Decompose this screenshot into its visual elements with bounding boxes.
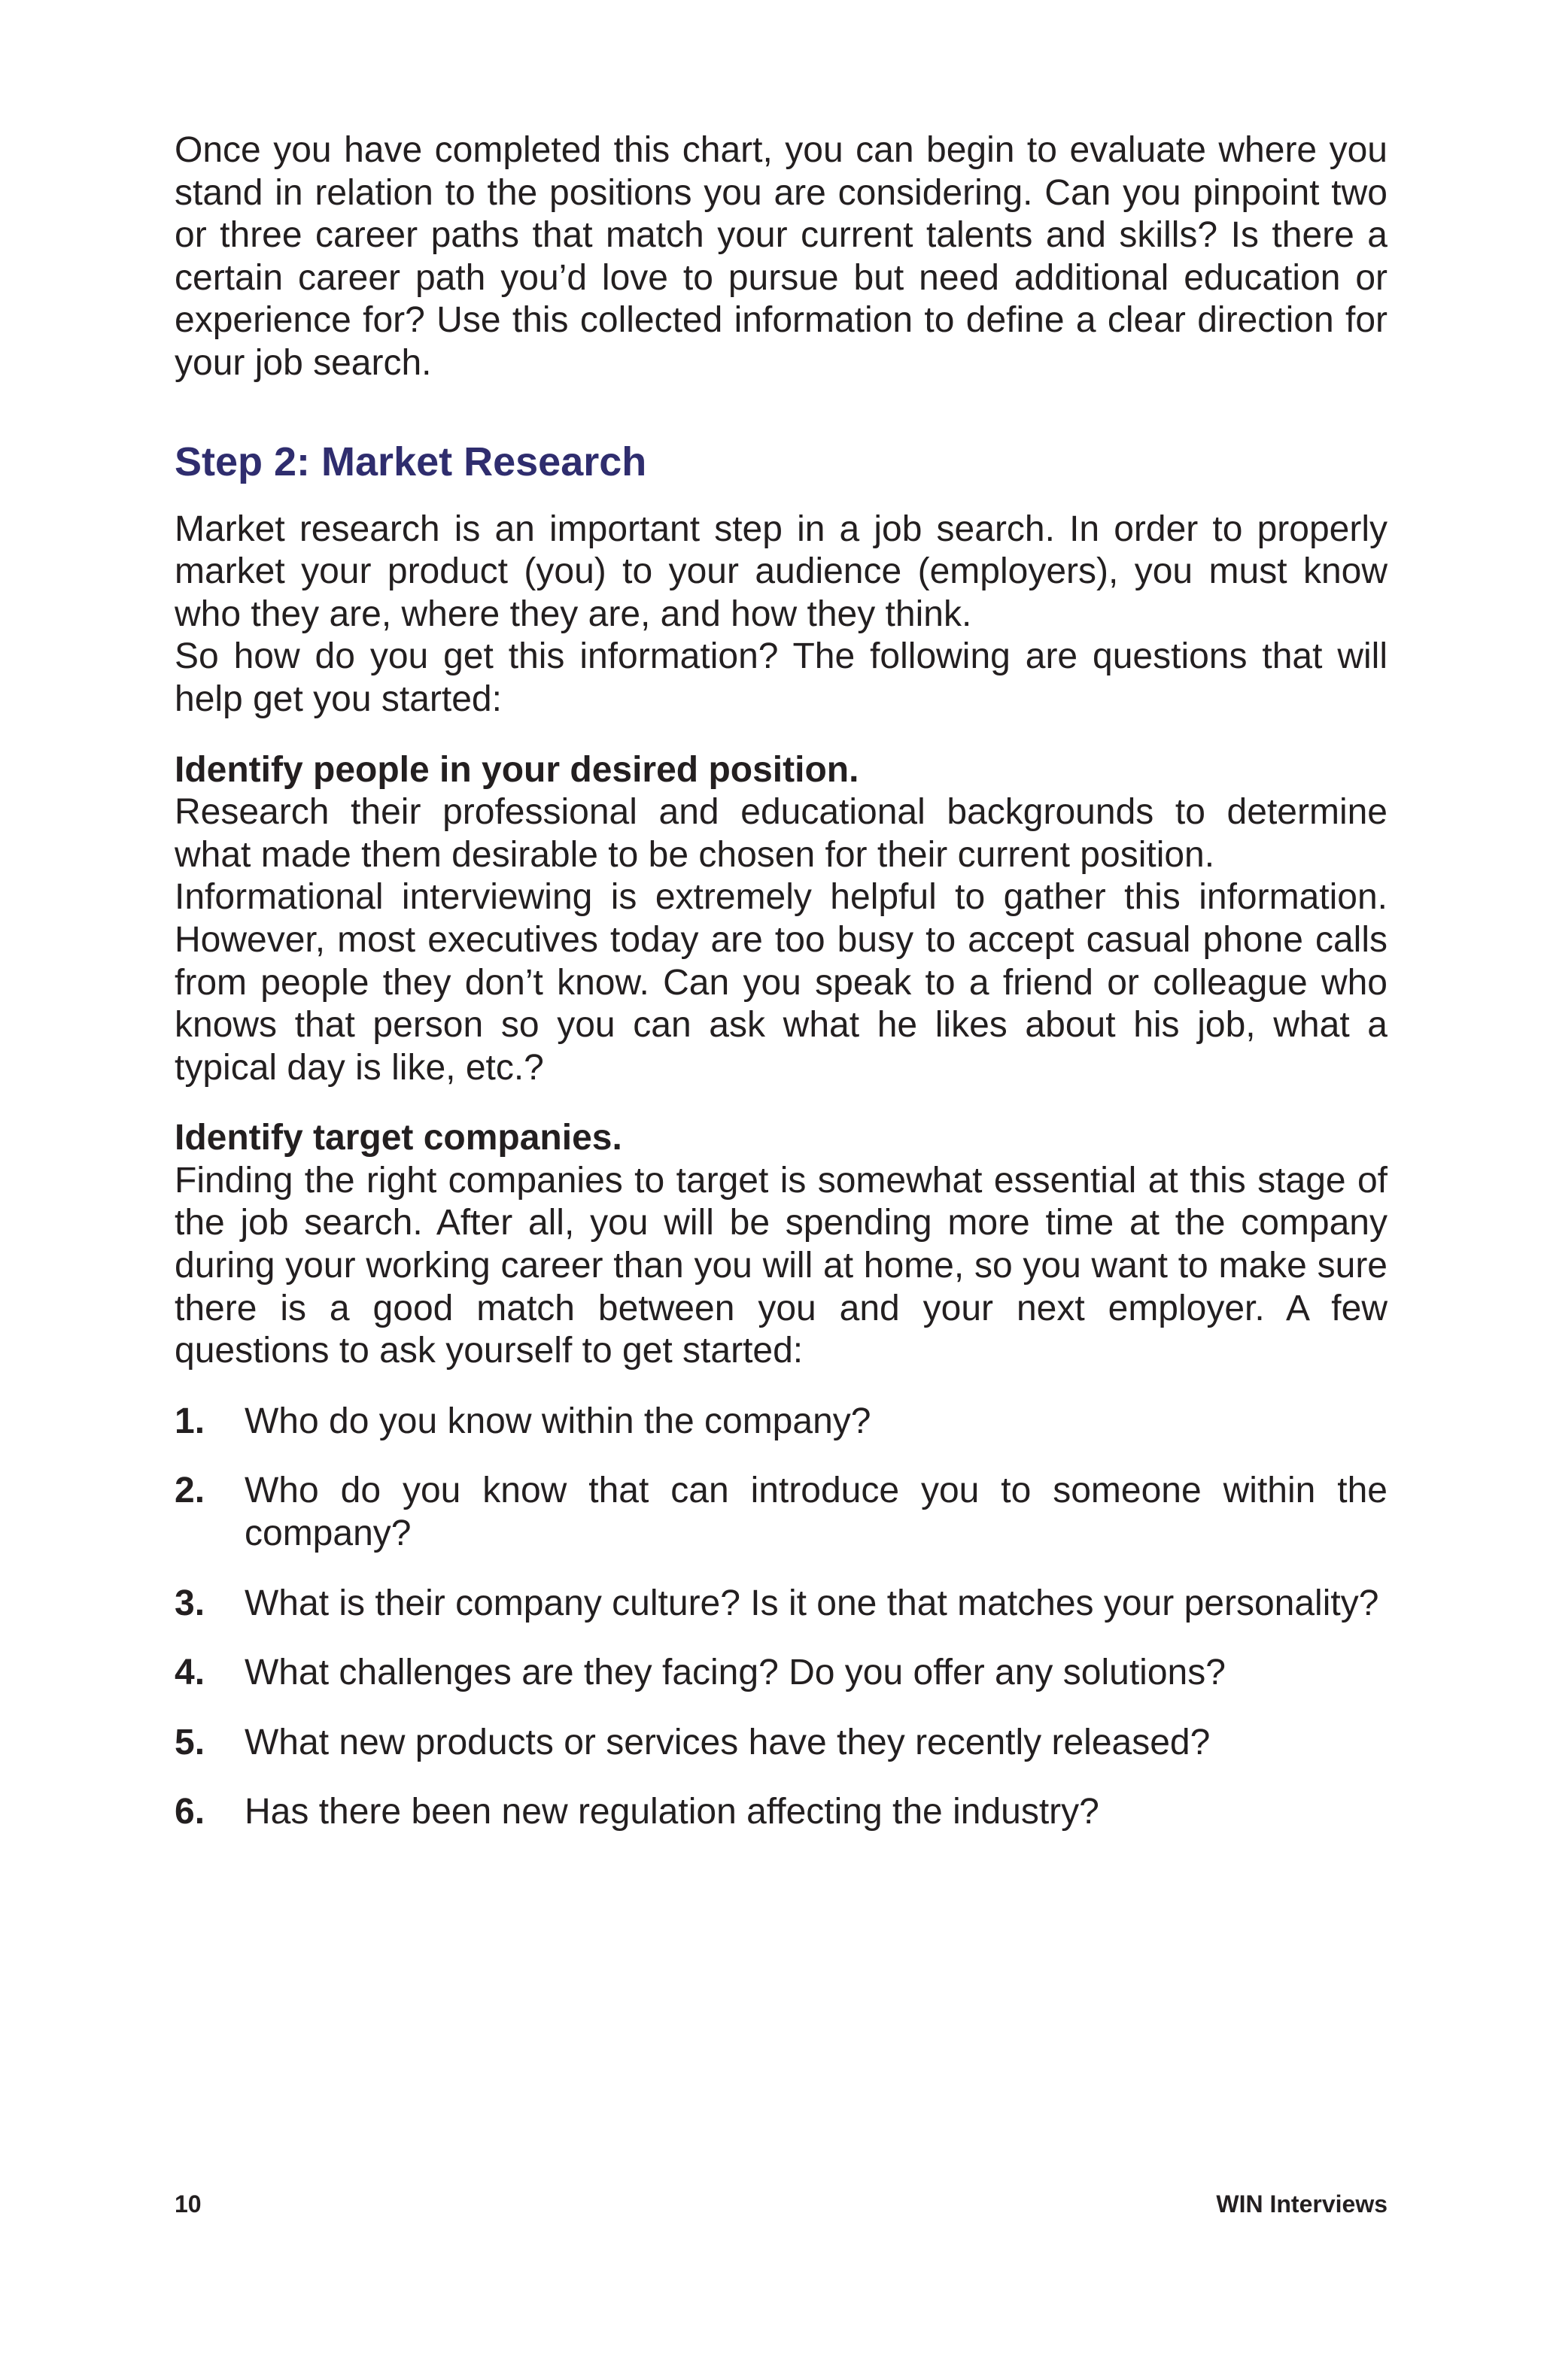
page-footer — [175, 2189, 1388, 2219]
finding-companies-paragraph: Finding the right companies to target is somewhat essential at this stage of the job search. After all, you will be spending more time at the company during your working career than you will at home, so you want to make sure there is a good match between you and your next employer. A few questions to ask yourself to get started: — [175, 1160, 1388, 1371]
list-item — [175, 1401, 1388, 1443]
market-research-paragraph: Market research is an important step in a job search. In order to properly market your product (you) to your audience (employers), you must know who they are, where they are, and how they think. — [175, 508, 1388, 634]
list-item — [175, 1791, 1388, 1834]
informational-interviewing-paragraph: Informational interviewing is extremely helpful to gather this information. However, most executives today are too busy to accept casual phone calls from people they don’t know. Can you speak to a friend or colleague who knows that person so you can ask what he likes about his job, what a typical day is like, etc.? — [175, 877, 1388, 1088]
book-title: WIN Interviews — [1216, 2190, 1388, 2218]
list-item-number: 1. — [175, 1401, 205, 1441]
list-item — [175, 1583, 1388, 1626]
question-list — [175, 1401, 1388, 1834]
list-item-text: What new products or services have they recently released? — [245, 1722, 1211, 1762]
page-number: 10 — [175, 2190, 202, 2218]
list-item-text: Who do you know within the company? — [245, 1401, 871, 1441]
list-item — [175, 1722, 1388, 1765]
list-item-number: 2. — [175, 1471, 205, 1511]
section-heading: Step 2: Market Research — [175, 439, 647, 484]
list-item — [175, 1652, 1388, 1695]
list-item-text: What challenges are they facing? Do you offer any solutions? — [245, 1653, 1226, 1693]
research-backgrounds-paragraph: Research their professional and educational backgrounds to determine what made them desirable to be chosen for their current position. — [175, 792, 1388, 875]
list-item-number: 3. — [175, 1583, 205, 1623]
list-item-text: Who do you know that can introduce you to someone within the company? — [245, 1471, 1388, 1554]
list-item-text: What is their company culture? Is it one that matches your personality? — [245, 1583, 1379, 1623]
list-item-number: 6. — [175, 1792, 205, 1832]
how-to-get-information-paragraph: So how do you get this information? The following are questions that will help get you started: — [175, 636, 1388, 719]
subheading-identify-people: Identify people in your desired position. — [175, 749, 859, 790]
list-item-number: 5. — [175, 1722, 205, 1762]
subheading-identify-companies: Identify target companies. — [175, 1118, 622, 1158]
list-item-text: Has there been new regulation affecting the industry? — [245, 1792, 1099, 1832]
list-item — [175, 1470, 1388, 1555]
page-content — [175, 129, 1388, 1834]
intro-paragraph: Once you have completed this chart, you can begin to evaluate where you stand in relation to the positions you are considering. Can you pinpoint two or three career paths that match your current talents and skills? Is there a certain career path you’d love to pursue but need additional education or experience for? Use this collected information to define a clear direction for your job search. — [175, 130, 1388, 383]
list-item-number: 4. — [175, 1653, 205, 1693]
